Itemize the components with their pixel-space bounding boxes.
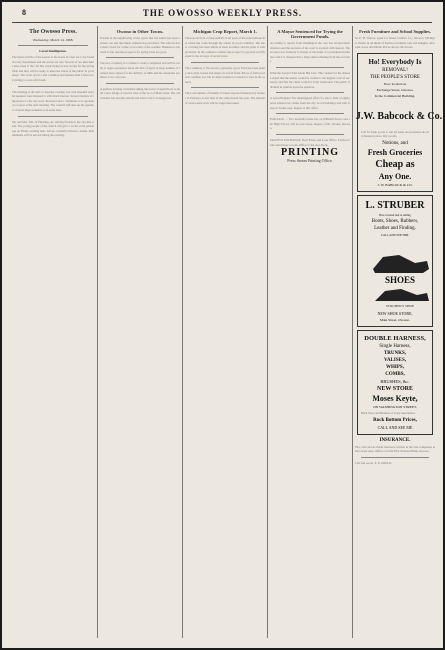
subheading: Local Intelligence. [39, 49, 67, 53]
ad-line: TRUNKS, [383, 350, 407, 356]
ad-line: NEW STORE [377, 385, 413, 392]
article-text: The latest arrivals of the season at the stores in town are to be found in every department and the prices are low. Several of our merchants have been to the city this week laying in new stocks for the spring trade and they will be ready to meet the wants of the public in good shape. The roads are in a bad condition and farmers find it hard work getting to town with loads. [12, 55, 94, 82]
article-text: The condition of live stock is generally good. Feed has been plenty and cattle, horses and sheep are in fair flesh. Prices of farm products continue low but an improvement is looked for later in the season. [185, 65, 265, 84]
printing-subheading: Press Steam Printing Office. [287, 158, 333, 164]
article-text: Mr. and Mrs. Tell, of Flushing, are visiting friends in the city this week. The young people of the church will give a social at the parsonage on Friday evening next. All are cordially invited to attend. Refreshments will be served during the evening. [12, 119, 94, 138]
separator [18, 116, 88, 117]
ad-line: Rock Bottom Prices, [373, 417, 417, 423]
ad-line: Cheap as [375, 158, 415, 170]
ad-line: NEW SHOE STORE, [377, 310, 413, 316]
dateline: Wednesday, March 14, 1888. [32, 38, 74, 42]
printing-heading: PRINTING [280, 147, 339, 159]
separator [276, 113, 344, 114]
column-2 [100, 26, 180, 638]
separator [191, 62, 259, 63]
harness-ad [357, 330, 433, 435]
separator [276, 67, 344, 68]
article-text: The reports from correspondents in all parts of the state indicate that wheat has come through the winter in good condition. The snow covering has been ample in most localities and the plant is well protected. In the southern counties the prospect is reported as fully equal to the average of recent years. [185, 36, 265, 59]
article-text: A petition is being circulated asking the board of supervisors to build a new bridge across the river at the foot of Main street. The old structure has become unsafe and travel over it is dangerous. [100, 86, 180, 100]
masthead [2, 7, 443, 21]
column-divider [182, 26, 183, 638]
notice-line: Exchange Street, Owosso, [376, 87, 414, 92]
column-5-ads [355, 26, 443, 638]
separator [361, 457, 429, 458]
ad-text: W. E. H. Watson, agent for Turner Lumber Co., Owosso, Michigan. Dealer in all kinds of hardwood lumber, lath and shingles. Also sash, doors and blinds. Prices always the lowest. [355, 36, 435, 50]
column-divider [267, 26, 268, 638]
page-number: 8 [22, 8, 26, 17]
ad-text: Call for fresh goods to suit all tastes and pocketbooks and cheapest prices. Dry Goods, [361, 129, 429, 139]
article-text: The total number of bushels of wheat reported marketed by farmers in February is less than in the same month last year. The amount of clover seed sown will be larger than usual. [185, 91, 265, 105]
column-1 [12, 26, 94, 638]
ad-line: Has on hand and is selling [379, 212, 411, 217]
notice-line: THE PEOPLE'S STORE [370, 74, 420, 80]
separator [106, 57, 174, 58]
separator [18, 45, 88, 46]
ad-line: Notions, and [382, 140, 408, 146]
masthead-rule [12, 22, 432, 23]
ad-line: BRUSHES, &c. [380, 378, 410, 384]
notice-line: Now located on [383, 81, 407, 86]
ad-line: Fresh Groceries [367, 147, 423, 157]
ad-text: Fire, Life and Accident insurance written in the best companies at the lowest rates. Office over the First National Bank, Owosso. [355, 444, 435, 454]
article-text: Friends in the neighboring towns report that the winter has been a severe one and that much sickness has prevailed. The schools have been closed for a time on account of the weather. Business is reported as fair and the prospects for spring trade are good. [100, 36, 180, 54]
struber-name: L. STRUBER [365, 199, 425, 211]
ad-line: COMBS, [385, 371, 405, 377]
ad-line: CALL AND SEE ME [377, 424, 413, 430]
ad-line: Single Harness, [379, 343, 411, 349]
column-heading: A Mayor Sentenced for Trying the Government Funds. [277, 29, 343, 39]
shoe-brand: STRUBER'S SHOE [385, 303, 415, 308]
column-heading: The Owosso Press. [29, 29, 77, 35]
article-text: A Great Bargain! The undersigned offers for sale a farm of eighty acres situated two miles from the city. Good buildings and well watered. Terms easy. Inquire at this office. [270, 96, 350, 110]
article-text: The meeting at the hall on Tuesday evening was well attended and the speakers were listened to with much interest. Several matters of importance to the city were discussed and a committee was appointed to report at the next meeting. The council will take up the question of street improvements at an early date. [12, 89, 94, 112]
ad-line: Boots, Shoes, Rubbers, [371, 218, 419, 224]
insurance-heading: INSURANCE. [379, 437, 411, 443]
ad-line: DOUBLE HARNESS, [364, 334, 426, 342]
newspaper-page [2, 2, 443, 648]
column-4 [270, 26, 350, 638]
separator [276, 92, 344, 93]
column-heading: Michigan Crop Report, March 1. [193, 29, 257, 34]
notice-line: REMOVAL! [382, 67, 408, 73]
separator [18, 86, 88, 87]
babcock-ad [355, 53, 443, 192]
notice-real-estate: ERASTUS EXCHANGE. Real Estate and Loan Office. Farms for sale and money to loan. Office in the new block. [270, 137, 350, 147]
article-text: What the Lawyer Said About His Case. The counsel for the defense stated that the matter would be carried to the highest court if necessary and that his client would be fully vindicated. The public is divided in opinion upon the question. [270, 70, 350, 89]
boot-icon [365, 239, 435, 309]
ad-line: VALISES, [383, 357, 406, 363]
column-heading: Owosso in Other Towns. [116, 29, 164, 34]
babcock-logo [355, 102, 443, 126]
newspaper-title: THE OWOSSO WEEKLY PRESS. [142, 8, 303, 18]
column-3 [185, 26, 265, 638]
shoes-illustration [365, 239, 425, 309]
separator [276, 134, 344, 135]
ad-text: Buck Saws and Harness of every description. [361, 410, 416, 415]
babcock-logo-text: J.W. Babcock & Co. [355, 110, 443, 122]
separator [191, 87, 259, 88]
ad-signature: J. W. BABCOCK & CO. [377, 182, 413, 187]
ad-line: ON WASHINGTON STREET, [373, 404, 417, 409]
ad-line: Main Street, Owosso. [379, 317, 411, 322]
column-divider [352, 26, 353, 638]
notice-line: In the Commercial Building. [374, 93, 416, 98]
column-heading: Fresh Furniture and School Supplies. [359, 29, 431, 34]
printing-ad [270, 147, 350, 163]
ad-line: Leather and Finding. [374, 225, 416, 231]
column-divider [97, 26, 98, 638]
struber-ad [357, 195, 433, 327]
shoes-label: SHOES [384, 274, 416, 285]
article-text: The new creamery at Corunna is nearly completed and will be ready to begin operations about the first of April. A large number of farmers have signed for the delivery of milk and the enterprise promises to be a success. [100, 61, 180, 80]
moses-name: Moses Keyte, [372, 393, 418, 403]
notice-line: Ho! Everybody Is [368, 57, 422, 66]
notice-for-sale: FOR SALE — Two desirable house lots on Williams Street, near the High School, will be sold cheap. Inquire of Mr. Jerome, Owosso. [270, 117, 350, 131]
separator [106, 83, 174, 84]
article-text: According to reports from Washington the case has excited much attention and the decision of the court is awaited with interest. The accused was formerly in charge of the funds of a prominent institution and it is charged that a large sum is missing from the accounts. [270, 41, 350, 64]
ad-line: WHIPS, [386, 364, 404, 370]
ad-text: Call and see us. E. P. GOULD. [355, 460, 392, 465]
ad-line: Any One. [378, 171, 412, 181]
ad-line: CALL AND SEE HIM. [380, 232, 410, 237]
babcock-logo-art [355, 102, 443, 126]
